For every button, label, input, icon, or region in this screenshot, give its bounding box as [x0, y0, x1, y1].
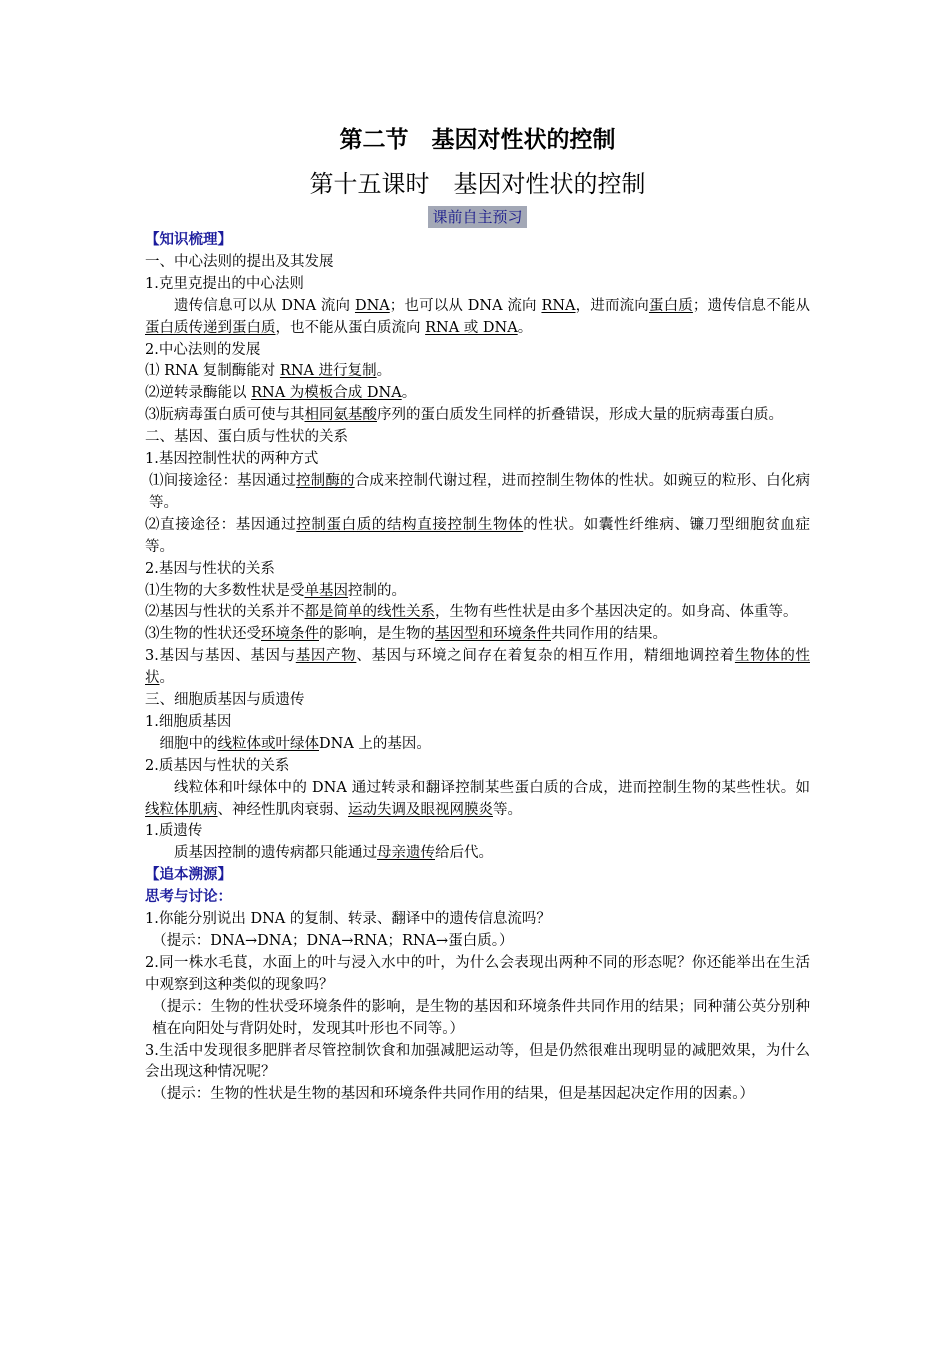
- heading-2: 二、基因、蛋白质与性状的关系: [145, 429, 348, 446]
- item-interaction: 3.基因与基因、基因与基因产物、基因与环境之间存在着复杂的相互作用，精细地调控着生物体的性状。: [145, 648, 810, 687]
- paragraph-mito-genes: 线粒体和叶绿体中的 DNA 通过转录和翻译控制某些蛋白质的合成，进而控制生物的某些性状。如线粒体肌病、神经性肌肉衰弱、运动失调及眼视网膜炎等。: [145, 779, 810, 818]
- answer-1: （提示：DNA→DNA；DNA→RNA；RNA→蛋白质。）: [152, 933, 514, 949]
- heading-3: 三、细胞质基因与质遗传: [145, 692, 305, 709]
- section-title: 第二节 基因对性状的控制: [339, 127, 616, 153]
- item-nonlinear: ⑵基因与性状的关系并不都是简单的线性关系，生物有些性状是由多个基因决定的。如身高、体重等。: [145, 604, 798, 621]
- lesson-title: 第十五课时 基因对性状的控制: [309, 170, 646, 198]
- item-reverse-transcriptase: ⑵逆转录酶能以 RNA 为模板合成 DNA。: [145, 385, 417, 402]
- document-page: [145, 120, 810, 1106]
- paragraph-maternal: 质基因控制的遗传病都只能通过母亲遗传给后代。: [174, 845, 493, 862]
- item-environment: ⑶生物的性状还受环境条件的影响，是生物的基因型和环境条件共同作用的结果。: [145, 626, 667, 643]
- item-prion: ⑶朊病毒蛋白质可使与其相同氨基酸序列的蛋白质发生同样的折叠错误，形成大量的朊病毒蛋白质。: [145, 407, 783, 424]
- item-single-gene: ⑴生物的大多数性状是受单基因控制的。: [145, 582, 406, 599]
- question-3: 3.生活中发现很多肥胖者尽管控制饮食和加强减肥运动等，但是仍然很难出现明显的减肥效果，为什么会出现这种情况呢？: [145, 1042, 810, 1081]
- trace-heading: 【追本溯源】: [145, 867, 232, 884]
- subheading-2-2: 2.基因与性状的关系: [145, 560, 275, 577]
- item-indirect-path: ⑴间接途径：基因通过控制酶的合成来控制代谢过程，进而控制生物体的性状。如豌豆的粒形、白化病等。: [149, 472, 811, 511]
- discussion-heading: 思考与讨论：: [145, 889, 232, 906]
- heading-1: 一、中心法则的提出及其发展: [145, 253, 334, 270]
- subheading-1-1: 1.克里克提出的中心法则: [145, 275, 304, 292]
- item-direct-path: ⑵直接途径：基因通过控制蛋白质的结构直接控制生物体的性状。如囊性纤维病、镰刀型细胞贫血症等。: [145, 516, 811, 555]
- question-1: 1.你能分别说出 DNA 的复制、转录、翻译中的遗传信息流吗？: [145, 911, 551, 928]
- item-rna-replicase: ⑴ RNA 复制酶能对 RNA 进行复制。: [145, 363, 392, 380]
- knowledge-heading: 【知识梳理】: [145, 232, 232, 248]
- subheading-1-2: 2.中心法则的发展: [145, 341, 261, 358]
- answer-3: （提示：生物的性状是生物的基因和环境条件共同作用的结果，但是基因起决定作用的因素。）: [152, 1086, 754, 1103]
- paragraph-cytoplasmic-gene: 细胞中的线粒体或叶绿体DNA 上的基因。: [159, 735, 431, 752]
- subheading-3-2: 2.质基因与性状的关系: [145, 757, 290, 774]
- question-2: 2.同一株水毛茛，水面上的叶与浸入水中的叶，为什么会表现出两种不同的形态呢？你还能举出在生活中观察到这种类似的现象吗？: [145, 954, 810, 993]
- subheading-3-3: 1.质遗传: [145, 823, 203, 840]
- preview-badge: 课前自主预习: [428, 206, 526, 228]
- paragraph-central-dogma: 遗传信息可以从 DNA 流向 DNA；也可以从 DNA 流向 RNA，进而流向蛋白质；遗传信息不能从蛋白质传递到蛋白质，也不能从蛋白质流向 RNA 或 DNA。: [145, 297, 811, 336]
- subheading-3-1: 1.细胞质基因: [145, 713, 232, 730]
- answer-2: （提示：生物的性状受环境条件的影响，是生物的基因和环境条件共同作用的结果；同种蒲公英分别种植在向阳处与背阴处时，发现其叶形也不同等。）: [152, 998, 810, 1037]
- subheading-2-1: 1.基因控制性状的两种方式: [145, 451, 319, 468]
